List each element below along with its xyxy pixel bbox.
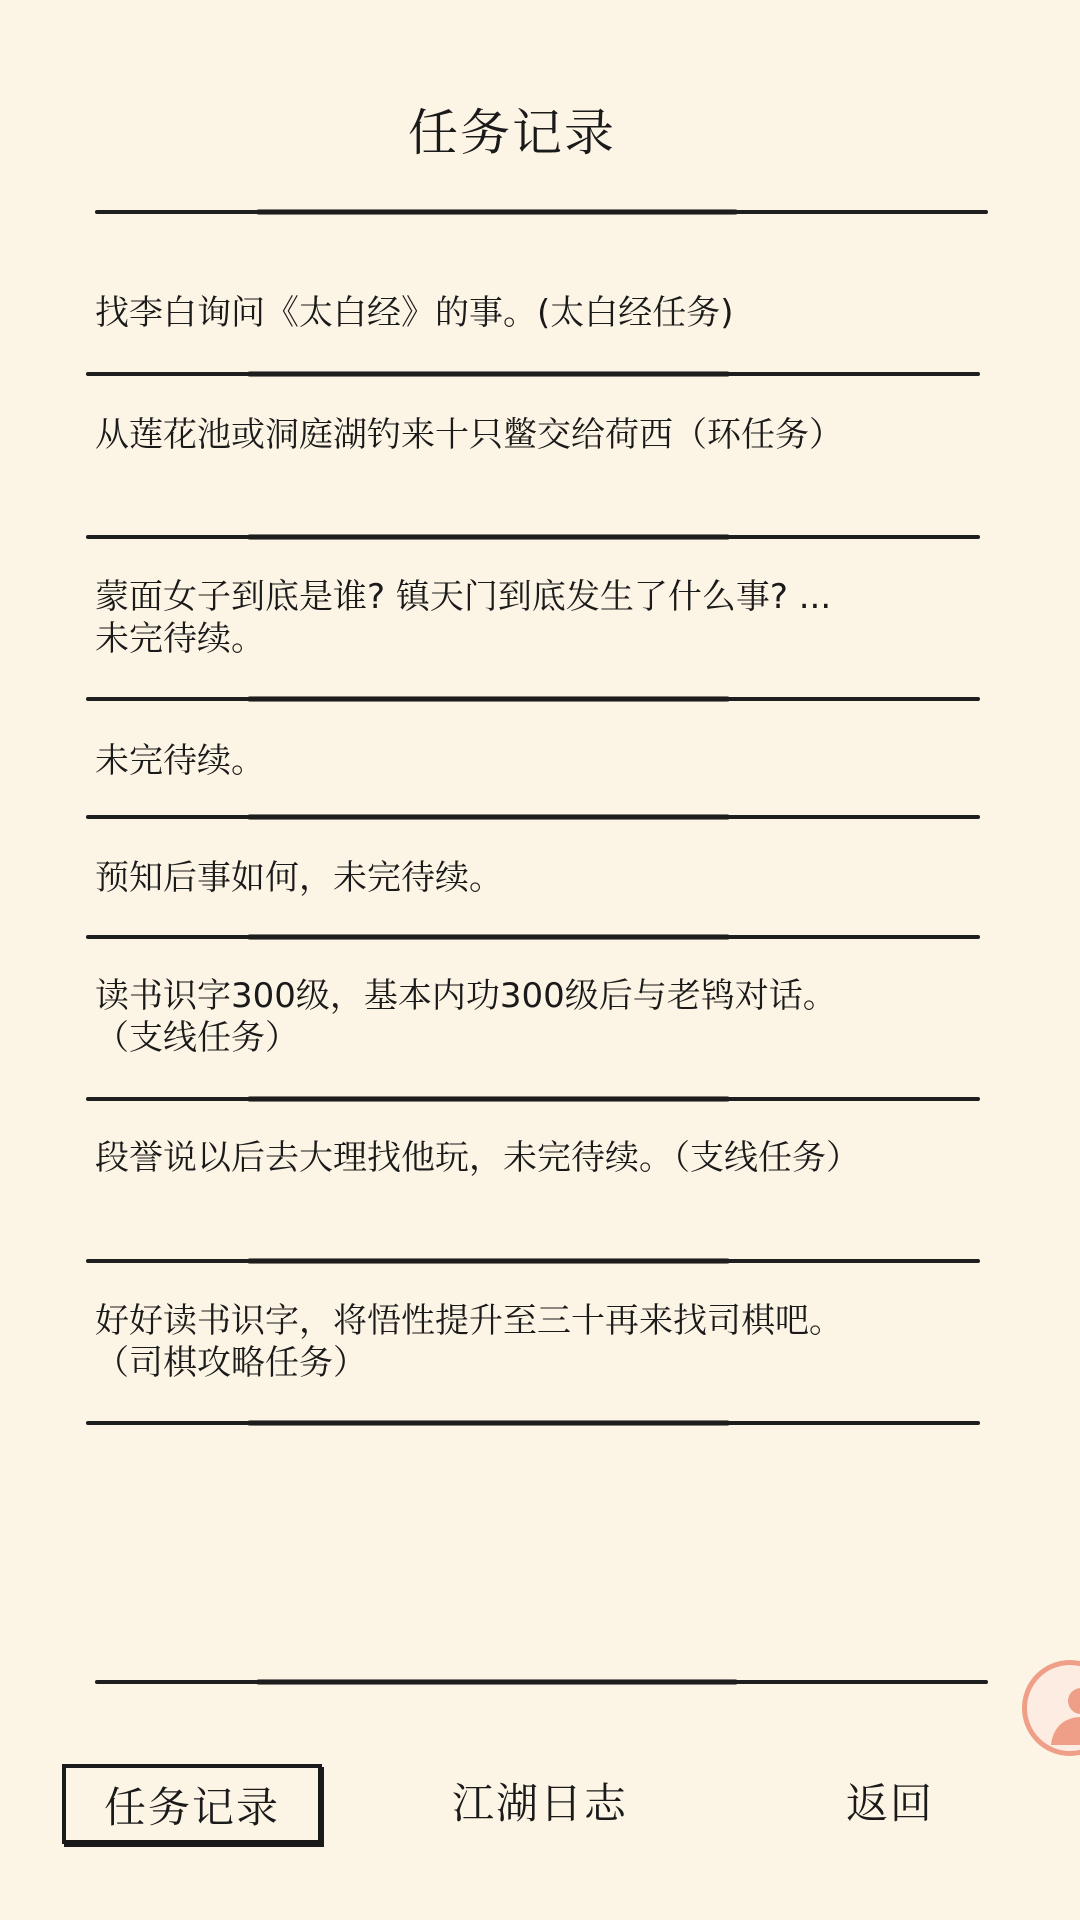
task-item[interactable]: 找李白询问《太白经》的事。(太白经任务)	[95, 293, 734, 333]
task-divider	[86, 815, 980, 819]
tab-jianghu-log[interactable]: 江湖日志	[451, 1779, 628, 1828]
task-divider	[86, 372, 980, 376]
task-item[interactable]: 读书识字300级，基本内功300级后与老鸨对话。（支线任务）	[95, 976, 837, 1058]
tab-task-record[interactable]: 任务记录	[62, 1764, 322, 1844]
page-title: 任务记录	[408, 104, 616, 162]
task-item[interactable]: 好好读书识字，将悟性提升至三十再来找司棋吧。（司棋攻略任务）	[95, 1301, 843, 1383]
task-divider	[86, 1421, 980, 1425]
tab-back[interactable]: 返回	[845, 1779, 934, 1828]
bottom-tab-bar	[0, 1740, 1080, 1860]
task-divider	[86, 935, 980, 939]
task-item[interactable]: 从莲花池或洞庭湖钓来十只鳖交给荷西（环任务）	[95, 415, 843, 455]
task-divider	[86, 697, 980, 701]
task-item[interactable]: 蒙面女子到底是谁? 镇天门到底发生了什么事? ...未完待续。	[95, 577, 832, 659]
footer-divider	[95, 1680, 988, 1684]
task-divider	[86, 1097, 980, 1101]
task-divider	[86, 535, 980, 539]
task-item[interactable]: 未完待续。	[95, 741, 265, 781]
task-item[interactable]: 预知后事如何，未完待续。	[95, 858, 503, 898]
person-icon	[1045, 1681, 1080, 1745]
task-divider	[86, 1259, 980, 1263]
task-item[interactable]: 段誉说以后去大理找他玩，未完待续。（支线任务）	[95, 1138, 860, 1178]
